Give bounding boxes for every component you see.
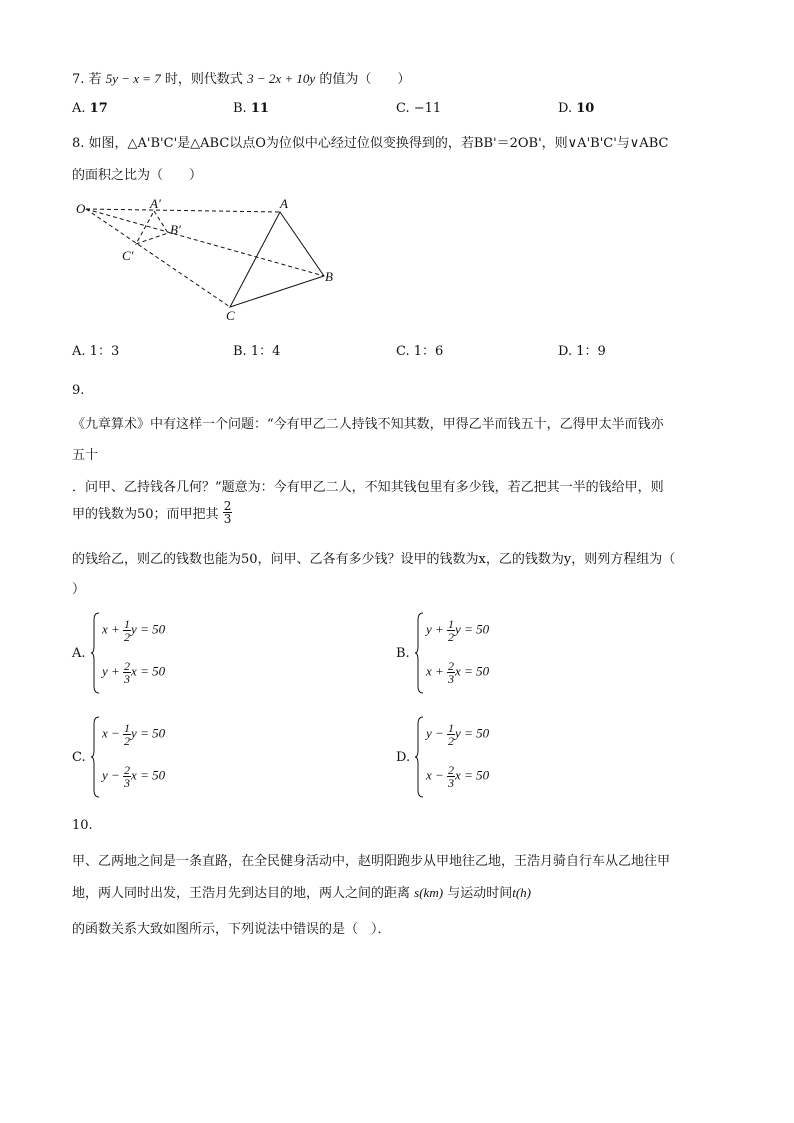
brace-icon bbox=[414, 716, 424, 798]
q9-option-b-system[interactable] bbox=[414, 612, 564, 694]
brace-icon bbox=[414, 612, 424, 694]
ray-o-c bbox=[86, 209, 230, 307]
q7-middle: 时，则代数式 bbox=[164, 72, 243, 87]
label-a: A bbox=[280, 196, 288, 211]
eq2: y + $\frac{2}{3}$ x = 50 bbox=[102, 659, 166, 686]
q7-stem bbox=[72, 68, 410, 87]
q9-line6: ） bbox=[72, 582, 86, 597]
q7-prefix: 7. 若 bbox=[72, 72, 102, 87]
eq1: x + $\frac{1}{2}$ y = 50 bbox=[102, 617, 166, 644]
q8-stem-line2: 的面积之比为（ ） bbox=[72, 168, 203, 183]
q9-option-a-system[interactable] bbox=[90, 612, 240, 694]
q9-line3: ．问甲、乙持钱各几何？”题意为：今有甲乙二人，不知其钱包里有多少钱，若乙把其一半的钱给甲，则 bbox=[72, 480, 664, 495]
label-b-prime: B′ bbox=[170, 222, 181, 237]
q9-line5: 的钱给乙，则乙的钱数也能为50，问甲、乙各有多少钱？设甲的钱数为x，乙的钱数为y，则列方程组为（ bbox=[72, 552, 676, 567]
q9-option-c-system[interactable] bbox=[90, 716, 240, 798]
q9-line2: 五十 bbox=[72, 448, 99, 463]
label-a-prime: A′ bbox=[150, 196, 161, 211]
eq1: x − $\frac{1}{2}$ y = 50 bbox=[102, 721, 166, 748]
q8-option-c[interactable]: C. 1：6 bbox=[396, 344, 444, 359]
triangle-abc bbox=[230, 212, 324, 307]
q9-option-a-label[interactable]: A. bbox=[72, 646, 86, 661]
q8-option-a[interactable]: A. 1：3 bbox=[72, 344, 120, 359]
q8-option-d[interactable]: D. 1：9 bbox=[558, 344, 606, 359]
label-o: O bbox=[76, 201, 86, 216]
q7-option-b[interactable]: B. 11 bbox=[233, 101, 269, 116]
q9-number: 9. bbox=[72, 383, 85, 398]
q7-suffix: 的值为（ ） bbox=[319, 72, 411, 87]
eq1: y + $\frac{1}{2}$ y = 50 bbox=[426, 617, 490, 644]
q7-option-a[interactable]: A. 17 bbox=[72, 101, 108, 116]
triangle-abc-prime bbox=[136, 211, 168, 244]
q10-line2: 地，两人同时出发，王浩月先到达目的地，两人之间的距离 s(km) 与运动时间t(h) bbox=[72, 885, 531, 901]
q9-line4: 甲的钱数为50；而甲把其 $\frac{2}{3}$ bbox=[72, 499, 232, 526]
q9-line1: 《九章算术》中有这样一个问题：“今有甲乙二人持钱不知其数，甲得乙半而钱五十，乙得甲太半而钱亦 bbox=[72, 417, 664, 432]
q9-option-d-system[interactable] bbox=[414, 716, 564, 798]
q8-option-b[interactable]: B. 1：4 bbox=[233, 344, 281, 359]
eq2: y − $\frac{2}{3}$ x = 50 bbox=[102, 763, 166, 790]
label-b: B bbox=[325, 269, 333, 284]
q9-option-d-label[interactable]: D. bbox=[396, 750, 411, 765]
ray-o-a bbox=[86, 209, 280, 212]
eq2: x − $\frac{2}{3}$ x = 50 bbox=[426, 763, 490, 790]
q10-line3: 的函数关系大致如图所示，下列说法中错误的是（ ）． bbox=[72, 922, 391, 937]
q9-option-b-label[interactable]: B. bbox=[396, 646, 410, 661]
q10-line1: 甲、乙两地之间是一条直路，在全民健身活动中，赵明阳跑步从甲地往乙地，王浩月骑自行车从乙地往甲 bbox=[72, 854, 671, 869]
label-c: C bbox=[226, 308, 235, 323]
ray-o-b bbox=[86, 209, 324, 276]
q9-option-c-label[interactable]: C. bbox=[72, 750, 86, 765]
brace-icon bbox=[90, 612, 100, 694]
q8-stem-line1: 8. 如图，△A'B'C'是△ABC以点O为位似中心经过位似变换得到的，若BB'＝2OB'，则∨A'B'C'与∨ABC bbox=[72, 136, 669, 151]
q9-fraction: $\frac{2}{3}$ bbox=[223, 499, 232, 526]
distance-symbol: s(km) bbox=[414, 885, 444, 900]
q7-expression: 3 − 2x + 10y bbox=[247, 71, 316, 86]
eq2: x + $\frac{2}{3}$ x = 50 bbox=[426, 659, 490, 686]
q7-option-d[interactable]: D. 10 bbox=[558, 101, 595, 116]
q7-option-c[interactable]: C. −11 bbox=[396, 101, 442, 116]
q8-figure bbox=[70, 195, 370, 325]
label-c-prime: C′ bbox=[122, 248, 134, 263]
q7-condition: 5y − x = 7 bbox=[105, 71, 161, 86]
brace-icon bbox=[90, 716, 100, 798]
q10-number: 10. bbox=[72, 818, 93, 833]
eq1: y − $\frac{1}{2}$ y = 50 bbox=[426, 721, 490, 748]
time-symbol: t(h) bbox=[512, 885, 531, 900]
